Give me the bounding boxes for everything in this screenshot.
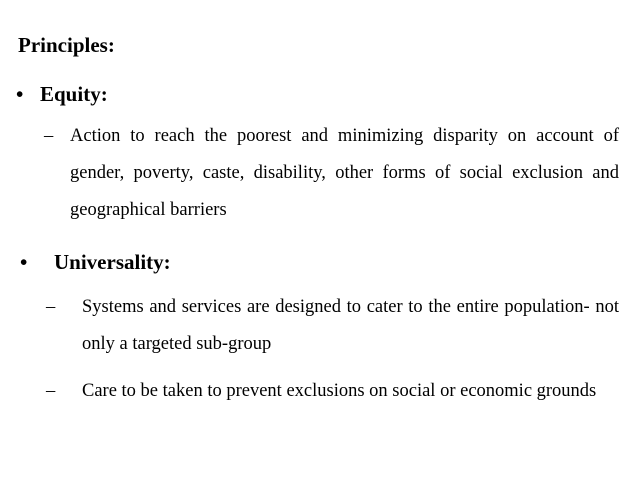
slide-heading: Principles: (18, 33, 115, 57)
bullet-dot: • (16, 82, 24, 106)
bullet-title-universality: Universality: (54, 250, 171, 274)
bullet-universality (20, 249, 270, 275)
sub-item-text: Action to reach the poorest and minimizing disparity on account of gender, poverty, caste, disability, other forms of social exclusion and geographical barriers (70, 126, 619, 220)
sub-item-text: Systems and services are designed to cater to the entire population- not only a targeted sub-group (82, 297, 619, 354)
bullet-equity (16, 81, 216, 107)
sub-dash: – (46, 381, 56, 401)
bullet-title-equity: Equity: (40, 82, 108, 106)
sub-dash: – (46, 297, 56, 317)
sub-item-equity-1 (44, 118, 619, 229)
bullet-dot: • (20, 250, 28, 274)
sub-item-universality-1 (46, 289, 619, 363)
sub-item-universality-2 (46, 373, 619, 447)
sub-item-text: Care to be taken to prevent exclusions on social or economic grounds (82, 381, 597, 401)
sub-dash: – (44, 126, 54, 146)
